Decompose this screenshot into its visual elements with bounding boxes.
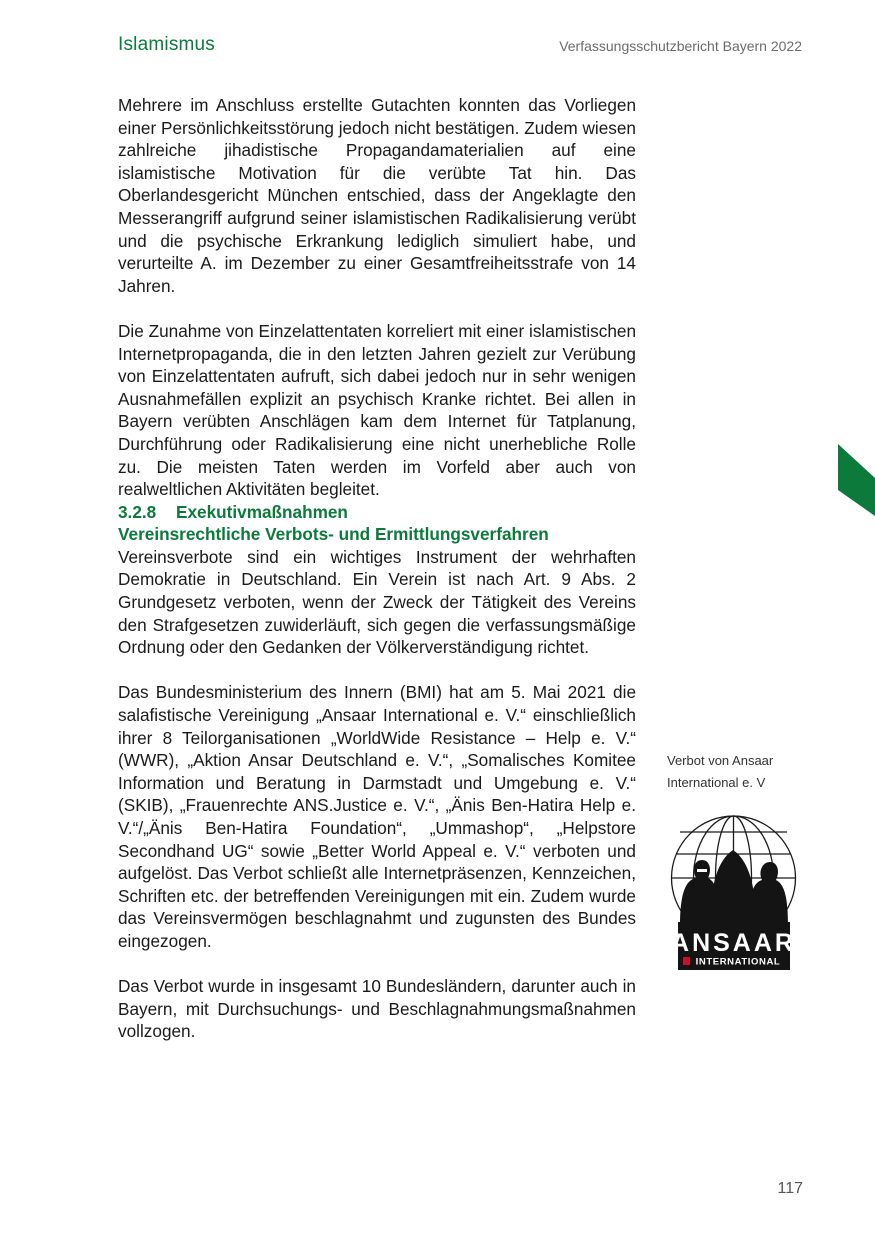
logo-word: ANSAAR — [671, 929, 796, 957]
logo-subword: INTERNATIONAL — [695, 956, 781, 968]
page-header-publication: Verfassungsschutzbericht Bayern 2022 — [559, 38, 802, 54]
logo-red-mark — [683, 957, 690, 965]
section-number: 3.2.8 — [118, 501, 157, 522]
paragraph-1: Mehrere im Anschluss erstellte Gutachten konnten das Vorliegen einer Persönlichkeitsstörung jedoch nicht bestätigen. Zudem wiesen zahlreiche jihadistische Propagandamaterialien auf eine islamistische Motivation für die verübte Tat hin. Das Oberlandesgericht München entschied, dass der Angeklagte den Messerangriff aufgrund seiner islamistischen Radikalisierung verübt und die psychische Erkrankung lediglich simuliert habe, und verurteilte A. im Dezember zu einer Gesamtfreiheitsstrafe von 14 Jahren. — [118, 95, 636, 296]
section-title: Exekutivmaßnahmen — [176, 501, 348, 522]
subheading: Vereinsrechtliche Verbots- und Ermittlungsverfahren — [118, 524, 549, 545]
page-header-section: Islamismus — [118, 34, 216, 55]
paragraph-2: Die Zunahme von Einzelattentaten korreliert mit einer islamistischen Internetpropaganda, die in den letzten Jahren gezielt zur Verübung von Einzelattentaten aufruft, sich dabei jedoch nur in sehr wenigen Ausnahmefällen explizit an psychisch Kranke richtet. Bei allen in Bayern verübten Anschlägen kam dem Internet für Tatplanung, Durchführung oder Radikalisierung eine nicht unerhebliche Rolle zu. Die meisten Taten werden im Vorfeld aber auch von realweltlichen Aktivitäten begleitet. — [118, 320, 636, 500]
ansaar-international-logo — [670, 814, 797, 970]
section-heading — [118, 501, 636, 524]
chapter-tab-marker — [838, 444, 875, 516]
paragraph-3: Vereinsverbote sind ein wichtiges Instrument der wehrhaften Demokratie in Deutschland. Ein Verein ist nach Art. 9 Abs. 2 Grundgesetz verboten, wenn der Zweck der Tätigkeit des Vereins den Strafgesetzen zuwiderläuft, sich gegen die verfassungsmäßige Ordnung oder den Gedanken der Völkerverständigung richtet. — [118, 546, 636, 658]
margin-note-line-1: Verbot von Ansaar — [667, 753, 774, 768]
page-number: 117 — [777, 1180, 803, 1197]
main-text-column — [118, 94, 636, 1043]
face-detail-icon — [697, 869, 707, 872]
margin-note — [667, 750, 773, 794]
paragraph-5: Das Verbot wurde in insgesamt 10 Bundesländern, darunter auch in Bayern, mit Durchsuchungs- und Beschlagnahmungsmaßnahmen vollzogen. — [118, 976, 636, 1042]
margin-note-line-2: International e. V — [667, 775, 766, 790]
paragraph-4: Das Bundesministerium des Innern (BMI) hat am 5. Mai 2021 die salafistische Vereinigung „Ansaar International e. V.“ einschließlich ihrer 8 Teilorganisationen „WorldWide Resistance – Help e. V.“ (WWR), „Aktion Ansar Deutschland e. V.“, „Somalisches Komitee Information und Beratung in Darmstadt und Umgebung e. V.“ (SKIB), „Frauenrechte ANS.Justice e. V.“, „Änis Ben-Hatira Help e. V.“/„Änis Ben-Hatira Foundation“, „Ummashop“, „Helpstore Secondhand UG“ sowie „Better World Appeal e. V.“ verboten und aufgelöst. Das Verbot schließt alle Internetpräsenzen, Kennzeichen, Schriften etc. der betreffenden Vereinigungen mit ein. Zudem wurde das Vereinsvermögen beschlagnahmt und zugunsten des Bundes eingezogen. — [118, 682, 636, 951]
